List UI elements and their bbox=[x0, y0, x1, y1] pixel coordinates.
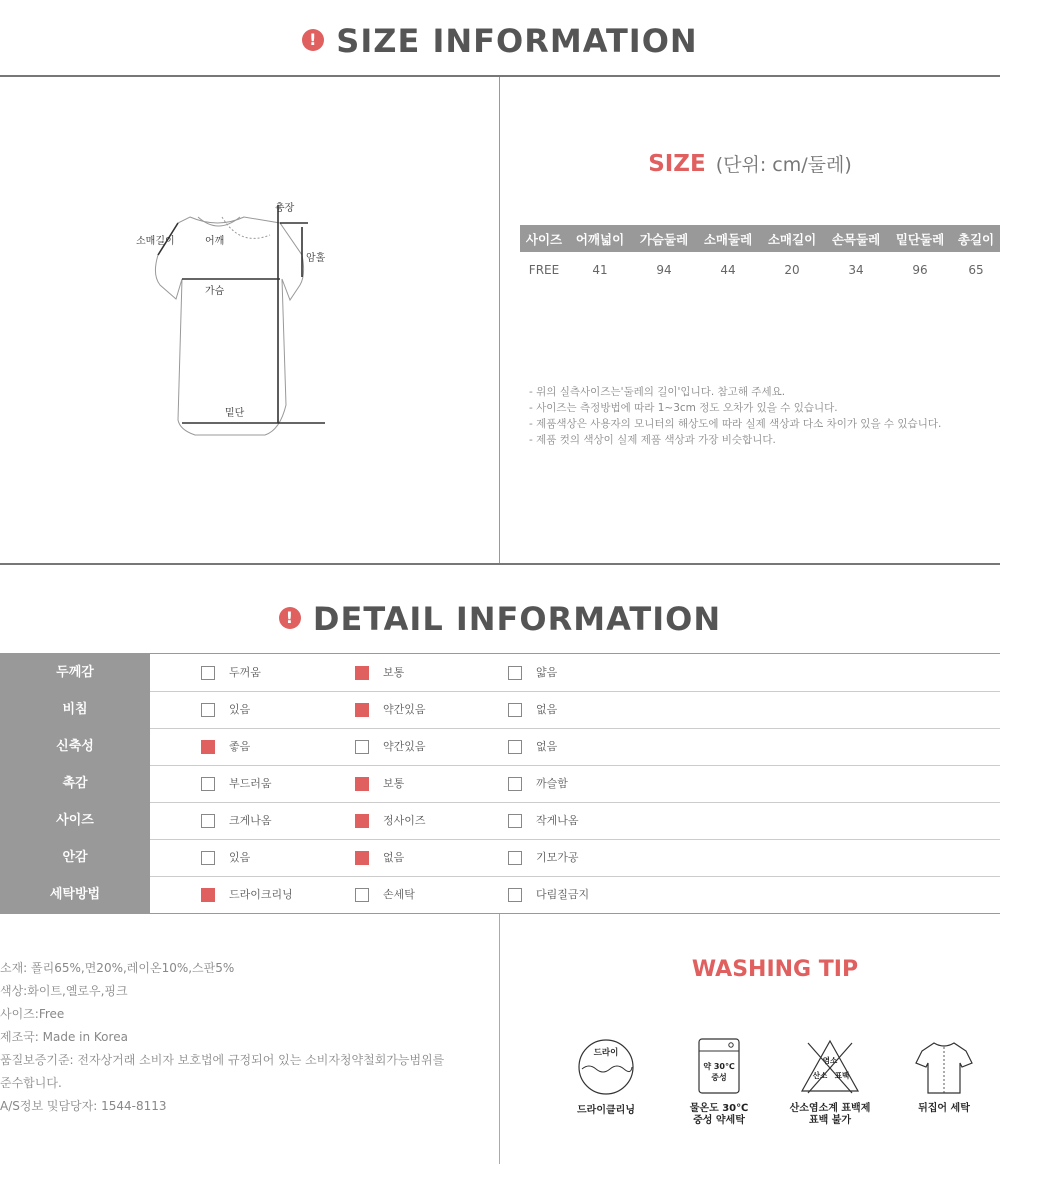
checkbox-icon bbox=[508, 888, 522, 902]
divider bbox=[0, 75, 1000, 77]
washing-caption: 물온도 30℃ bbox=[689, 1103, 749, 1114]
detail-row bbox=[0, 728, 1000, 766]
checked-box-icon bbox=[201, 888, 215, 902]
checkbox-icon bbox=[508, 703, 522, 717]
water-temp-inner: 중성 bbox=[711, 1073, 727, 1082]
detail-row-label: 두께감 bbox=[0, 654, 150, 691]
washing-item-no-bleach bbox=[782, 1037, 878, 1127]
detail-option-label: 정사이즈 bbox=[383, 814, 426, 827]
size-col-header: 손목둘레 bbox=[824, 225, 888, 252]
diagram-label-hem: 밑단 bbox=[225, 408, 245, 419]
dry-clean-icon bbox=[576, 1037, 636, 1097]
water-temp-inner: 약 30℃ bbox=[703, 1062, 735, 1071]
checked-box-icon bbox=[355, 777, 369, 791]
size-cell: 41 bbox=[592, 263, 608, 277]
note-line: - 제품색상은 사용자의 모니터의 해상도에 따라 실제 색상과 다소 차이가 있을 수 있습니다. bbox=[529, 418, 942, 430]
diagram-label-total: 총장 bbox=[275, 203, 295, 214]
note-line: - 제품 컷의 색상이 실제 제품 색상과 가장 비슷합니다. bbox=[529, 434, 776, 446]
size-table bbox=[520, 225, 1000, 288]
detail-option-label: 보통 bbox=[383, 666, 405, 679]
washing-item-water-temp bbox=[678, 1037, 760, 1127]
size-title-text: SIZE INFORMATION bbox=[336, 22, 698, 60]
divider bbox=[0, 913, 1000, 914]
checkbox-icon bbox=[201, 851, 215, 865]
detail-row bbox=[0, 876, 1000, 913]
divider bbox=[499, 914, 500, 1164]
size-cell: FREE bbox=[528, 263, 560, 277]
detail-option-label: 드라이크리닝 bbox=[229, 888, 293, 901]
size-heading-label: SIZE bbox=[648, 151, 706, 177]
dry-clean-inner: 드라이 bbox=[593, 1048, 619, 1058]
material-line: 사이즈:Free bbox=[0, 1007, 65, 1021]
checkbox-icon bbox=[201, 777, 215, 791]
size-col-header: 소매길이 bbox=[760, 225, 824, 252]
checkbox-icon bbox=[201, 703, 215, 717]
detail-option-label: 없음 bbox=[536, 703, 558, 716]
size-cell: 20 bbox=[784, 263, 800, 277]
detail-option-label: 부드러움 bbox=[229, 777, 272, 790]
material-info bbox=[0, 957, 444, 1118]
detail-option-label: 다림질금지 bbox=[536, 888, 590, 901]
diagram-label-chest: 가슴 bbox=[205, 286, 225, 297]
detail-option-label: 얇음 bbox=[536, 666, 558, 679]
diagram-label-shoulder: 어깨 bbox=[205, 236, 225, 247]
detail-option-label: 기모가공 bbox=[536, 851, 579, 864]
size-section-title bbox=[0, 22, 1000, 60]
checkbox-icon bbox=[508, 740, 522, 754]
no-bleach-inner: 염소 bbox=[822, 1056, 838, 1065]
material-line: 품질보증기준: 전자상거래 소비자 보호법에 규정되어 있는 소비자청약철회가능범위를 bbox=[0, 1053, 445, 1067]
size-col-header: 어깨넓이 bbox=[568, 225, 632, 252]
checkbox-icon bbox=[355, 740, 369, 754]
detail-title-text: DETAIL INFORMATION bbox=[312, 600, 722, 638]
no-bleach-inner: 표백 bbox=[834, 1071, 850, 1080]
material-line: 제조국: Made in Korea bbox=[0, 1030, 128, 1044]
size-cell: 65 bbox=[968, 263, 984, 277]
alert-icon: ! bbox=[302, 29, 324, 51]
checked-box-icon bbox=[355, 703, 369, 717]
washing-tip-title: WASHING TIP bbox=[691, 957, 859, 982]
detail-option-label: 있음 bbox=[229, 703, 251, 716]
table-row bbox=[520, 252, 1000, 288]
size-heading-unit: (단위: cm/둘레) bbox=[715, 154, 852, 176]
detail-row-label: 세탁방법 bbox=[0, 876, 150, 913]
detail-row bbox=[0, 765, 1000, 803]
material-line: 소재: 폴리65%,면20%,레이온10%,스판5% bbox=[0, 961, 235, 975]
detail-option-label: 까슬함 bbox=[536, 777, 568, 790]
detail-row bbox=[0, 802, 1000, 840]
detail-option-label: 손세탁 bbox=[383, 888, 415, 901]
size-col-header: 밑단둘레 bbox=[888, 225, 952, 252]
detail-option-label: 크게나옴 bbox=[229, 814, 272, 827]
washing-caption: 산소염소계 표백제 bbox=[789, 1103, 871, 1114]
checkbox-icon bbox=[508, 666, 522, 680]
garment-diagram bbox=[130, 195, 360, 449]
inside-out-icon bbox=[914, 1037, 974, 1095]
detail-option-label: 없음 bbox=[383, 851, 405, 864]
detail-row-label: 신축성 bbox=[0, 728, 150, 765]
detail-row bbox=[0, 654, 1000, 692]
detail-option-label: 있음 bbox=[229, 851, 251, 864]
washing-item-inside-out bbox=[906, 1037, 982, 1115]
checked-box-icon bbox=[355, 666, 369, 680]
size-col-header: 가슴둘레 bbox=[632, 225, 696, 252]
size-col-header: 사이즈 bbox=[520, 225, 568, 252]
size-table-heading bbox=[500, 150, 1000, 177]
checked-box-icon bbox=[355, 814, 369, 828]
material-line: 색상:화이트,옐로우,핑크 bbox=[0, 984, 128, 998]
washing-caption: 표백 불가 bbox=[808, 1115, 852, 1126]
checked-box-icon bbox=[201, 740, 215, 754]
material-line: 준수합니다. bbox=[0, 1076, 62, 1090]
detail-row-label: 촉감 bbox=[0, 765, 150, 802]
size-notes bbox=[529, 384, 941, 448]
size-cell: 44 bbox=[720, 263, 736, 277]
checkbox-icon bbox=[201, 666, 215, 680]
detail-option-label: 좋음 bbox=[229, 740, 251, 753]
detail-row bbox=[0, 839, 1000, 877]
water-temp-icon bbox=[695, 1037, 743, 1095]
material-line: A/S정보 및담당자: 1544-8113 bbox=[0, 1099, 167, 1113]
no-bleach-inner: 산소 bbox=[812, 1071, 828, 1080]
alert-icon: ! bbox=[279, 607, 301, 629]
checkbox-icon bbox=[201, 814, 215, 828]
detail-option-label: 보통 bbox=[383, 777, 405, 790]
detail-option-label: 작게나옴 bbox=[536, 814, 579, 827]
washing-caption: 중성 약세탁 bbox=[693, 1115, 745, 1126]
size-table-header bbox=[520, 225, 1000, 252]
diagram-label-sleeve-length: 소매길이 bbox=[136, 236, 175, 247]
detail-row-label: 안감 bbox=[0, 839, 150, 876]
washing-item-dry-clean bbox=[568, 1037, 644, 1117]
washing-caption: 드라이클리닝 bbox=[577, 1105, 635, 1116]
detail-option-label: 약간있음 bbox=[383, 703, 426, 716]
diagram-label-armhole: 암홀 bbox=[306, 253, 326, 264]
note-line: - 위의 실측사이즈는'둘레의 길이'입니다. 참고해 주세요. bbox=[529, 386, 786, 398]
detail-option-label: 약간있음 bbox=[383, 740, 426, 753]
detail-option-label: 없음 bbox=[536, 740, 558, 753]
note-line: - 사이즈는 측정방법에 따라 1~3cm 정도 오차가 있을 수 있습니다. bbox=[529, 402, 838, 414]
no-bleach-icon bbox=[798, 1037, 862, 1095]
size-col-header: 총길이 bbox=[952, 225, 1000, 252]
size-cell: 34 bbox=[848, 263, 864, 277]
divider bbox=[0, 563, 1000, 565]
size-col-header: 소매둘레 bbox=[696, 225, 760, 252]
checkbox-icon bbox=[508, 851, 522, 865]
detail-option-label: 두꺼움 bbox=[229, 666, 261, 679]
checked-box-icon bbox=[355, 851, 369, 865]
checkbox-icon bbox=[355, 888, 369, 902]
detail-row-label: 비침 bbox=[0, 691, 150, 728]
size-cell: 96 bbox=[912, 263, 928, 277]
size-cell: 94 bbox=[656, 263, 672, 277]
detail-section-title bbox=[0, 600, 1000, 638]
checkbox-icon bbox=[508, 777, 522, 791]
detail-row-label: 사이즈 bbox=[0, 802, 150, 839]
washing-caption: 뒤집어 세탁 bbox=[918, 1103, 970, 1114]
detail-row bbox=[0, 691, 1000, 729]
checkbox-icon bbox=[508, 814, 522, 828]
